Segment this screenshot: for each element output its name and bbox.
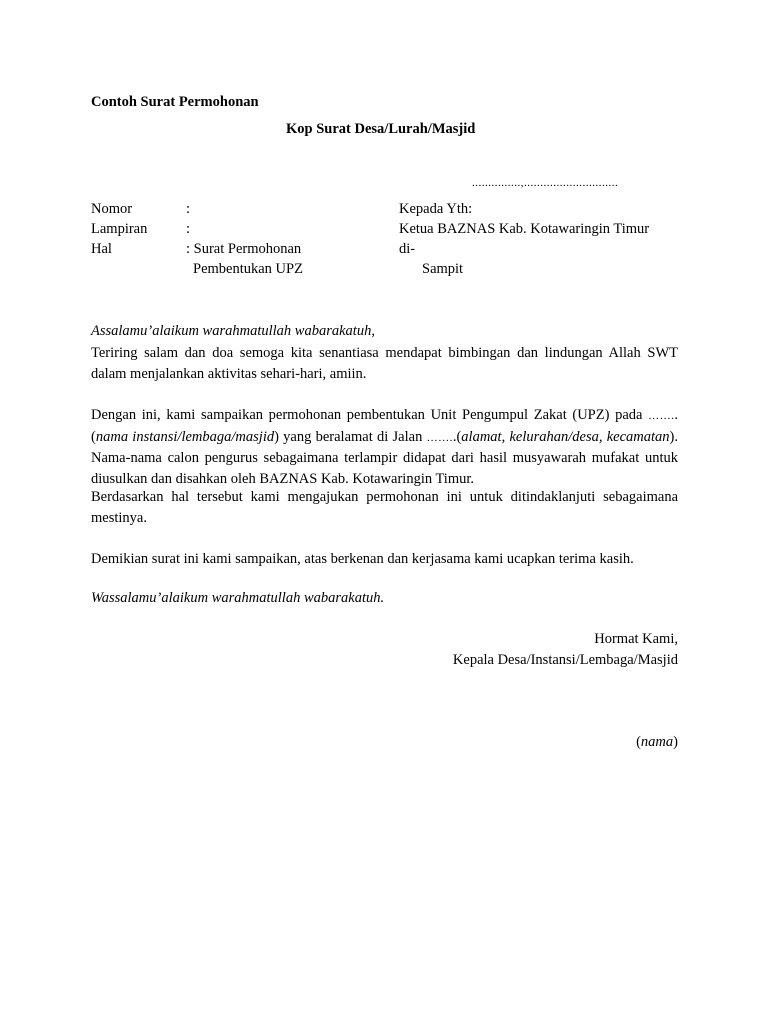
- hal-value: : Surat Permohonan: [186, 241, 302, 257]
- recipient-name: Ketua BAZNAS Kab. Kotawaringin Timur: [399, 221, 650, 237]
- paragraph-follow-up: Berdasarkan hal tersebut kami mengajukan permohonan ini untuk ditindaklanjuti sebagaimana mestinya.: [91, 489, 678, 526]
- recipient-location-prefix: di-: [399, 241, 416, 257]
- signature-name: (nama): [636, 734, 678, 750]
- place-date-placeholder: ...............,.............................: [472, 177, 619, 189]
- letterhead-title: Kop Surat Desa/Lurah/Masjid: [286, 121, 476, 137]
- paragraph-closing: Demikian surat ini kami sampaikan, atas berkenan dan kerjasama kami ucapkan terima kasih.: [91, 551, 634, 567]
- recipient-salutation: Kepada Yth:: [399, 201, 473, 217]
- signature-regards: Hormat Kami,: [594, 631, 678, 647]
- paragraph-request: Dengan ini, kami sampaikan permohonan pembentukan Unit Pengumpul Zakat (UPZ) pada ……..(nama instansi/lembaga/masjid) yang beralamat di Jalan ……..(alamat, kelurahan/desa, kecamatan). Nama-nama calon pengurus sebagaimana terlampir didapat dari hasil musyawarah mufakat untuk diusulkan dan disahkan oleh BAZNAS Kab. Kotawaringin Timur.: [91, 407, 678, 487]
- document-label: Contoh Surat Permohonan: [91, 94, 259, 110]
- signature-name-placeholder: nama: [640, 734, 674, 750]
- nomor-label: Nomor: [91, 201, 133, 217]
- opening-greeting: Assalamu’alaikum warahmatullah wabarakatuh,: [91, 323, 375, 339]
- lampiran-value: :: [186, 221, 191, 237]
- lampiran-label: Lampiran: [91, 221, 148, 237]
- signature-title: Kepala Desa/Instansi/Lembaga/Masjid: [452, 652, 678, 668]
- paragraph-intro: Teriring salam dan doa semoga kita senantiasa mendapat bimbingan dan lindungan Allah SWT dalam menjalankan aktivitas sehari-hari, amiin.: [91, 345, 678, 382]
- address-placeholder: alamat, kelurahan/desa, kecamatan: [461, 428, 670, 445]
- nomor-value: :: [186, 201, 191, 217]
- closing-greeting: Wassalamu’alaikum warahmatullah wabarakatuh.: [91, 590, 385, 606]
- recipient-city: Sampit: [422, 261, 464, 277]
- hal-label: Hal: [91, 241, 112, 257]
- institution-placeholder: nama instansi/lembaga/masjid: [95, 428, 275, 445]
- hal-value-continued: Pembentukan UPZ: [193, 261, 303, 277]
